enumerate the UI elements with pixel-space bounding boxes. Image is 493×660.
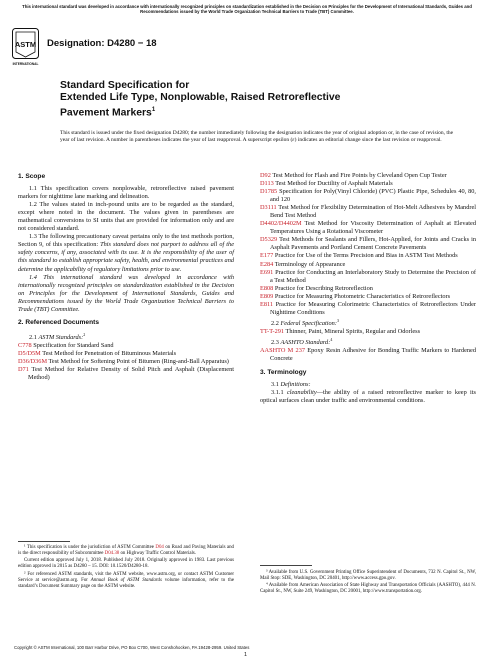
ref-item: C778 Specification for Standard Sand [18,341,114,349]
copyright-line: Copyright © ASTM International, 100 Barr Harbor Drive, PO Box C700, West Conshohocken, PA 19428-2959. United States [14,645,250,650]
ref-link-e284[interactable]: E284 [260,260,274,268]
issued-note: This standard is issued under the fixed designation D4280; the number immediately following the designation indicates the year of original adoption or, in the case of revision, the year of last revision. A number in parentheses indicates the year of last reapproval. A superscript epsilon (ε) indicates an editorial change since the last revision or reapproval. [60,130,454,143]
ref-link-e809[interactable]: E809 [260,292,274,300]
subcommittee-link-d0438[interactable]: D04.38 [104,551,120,556]
section-1-heading: 1. Scope [18,173,46,180]
ref-item: D36/D36M Test Method for Softening Point of Bitumen (Ring-and-Ball Apparatus) [18,358,229,366]
logo-subtext: INTERNATIONAL [12,62,39,66]
para-1-3 [18,233,234,273]
para-1-2: 1.2 The values stated in inch-pound units are to be regarded as the standard, except where noted in the document. The values given in parentheses are mathematical conversions to SI units that are provided for information only and are not considered standard. [18,201,234,233]
ref-item: D113 Test Method for Ductility of Asphalt Materials [260,180,393,188]
ref-link-e811[interactable]: E811 [260,300,274,308]
document-title [60,80,460,120]
page-number: 1 [244,652,248,658]
footnote-rule-right [260,565,312,566]
aashto-standard-label: AASHTO Standard: [280,339,331,347]
footnote-3: ³ Available from U.S. Government Printing Office Superintendent of Documents, 732 N. Capitol St., NW, Mail Stop: SDE, Washington, DC 20401, http://www.access.gpo.gov. [260,570,476,581]
footnotes-left [18,545,234,591]
footnote-rule-left [18,541,70,542]
ref-link-aashto-m237[interactable]: AASHTO M 237 [260,347,305,355]
title-line-3: Pavement Markers [60,107,152,119]
ref-link-e177[interactable]: E177 [260,252,274,260]
footnote-4: ⁴ Available from American Association of State Highway and Transportation Officials (AASHTO), 444 N. Capitol St., NW, Suite 249, Washington, DC 20001, http://www.transportation.org. [260,583,476,595]
ref-link-d71[interactable]: D71 [18,366,29,374]
ref-link-e808[interactable]: E808 [260,284,274,292]
ref-item: E284 Terminology of Appearance [260,260,346,268]
ref-link-tt-t-291[interactable]: TT-T-291 [260,327,285,335]
footnotes-right [260,570,476,597]
ref-item: E177 Practice for Use of the Terms Precision and Bias in ASTM Test Methods [260,252,458,260]
ref-item: D71 Test Method for Relative Density of Solid Pitch and Asphalt (Displacement Method) [18,366,234,382]
ref-item: TT-T-291 Thinner, Paint, Mineral Spirits, Regular and Odorless [260,327,421,335]
footnote-1-edition: Current edition approved July 1, 2018. Published July 2018. Originally approved in 1983. Last previous edition approved in 2015 as D4280 – 15. DOI: 10.1520/D4280-18. [18,558,234,570]
wto-notice: This international standard was developed in accordance with internationally recognized principles on standardization established in the Decision on Principles for the Development of International Standards, Guides and Recommendations issued by the World Trade Organization Technical Barriers to Trade (TBT) Committee. [22,4,472,15]
left-column [18,173,234,382]
ref-link-d36[interactable]: D36/D36M [18,358,48,366]
ref-link-d5[interactable]: D5/D5M [18,350,41,358]
logo-letters: ASTM [14,40,37,49]
ref-link-d4402[interactable]: D4402/D4402M [260,220,302,228]
ref-item: E808 Practice for Describing Retroreflection [260,284,373,292]
ref-link-d113[interactable]: D113 [260,180,274,188]
ref-link-d3111[interactable]: D3111 [260,204,277,212]
ref-item: D4402/D4402M Test Method for Viscosity Determination of Asphalt at Elevated Temperatures Using a Rotational Viscometer [260,220,476,236]
ref-item: D5329 Test Methods for Sealants and Fillers, Hot-Applied, for Joints and Cracks in Asphalt Pavements and Portland Cement Concrete Pavements [260,236,476,252]
ref-item: E809 Practice for Measuring Photometric Characteristics of Retroreflectors [260,292,451,300]
para-2-1: 2.1 ASTM Standards:$^2$ [29,331,86,341]
para-1-4: 1.4 This international standard was developed in accordance with internationally recognized principles on standardization established in the Decision on Principles for the Development of International Standards, Guides and Recommendations issued by the World Trade Organization Technical Barriers to Trade (TBT) Committee. [18,273,234,313]
astm-logo [12,28,39,68]
title-line-1: Standard Specification for [60,80,190,91]
definitions-label: Definitions: [280,381,311,389]
para-1-3-caveat: This standard does not purport to address all of the safety concerns, if any, associated with its use. It is the responsibility of the user of this standard to establish appropriate safety, health, and environmental practices and determine the applicability of regulatory limitations prior to use. [18,241,234,273]
para-3-1-1: 3.1.1 cleanability—the ability of a raised retroreflective marker to keep its optical surfaces clean under traffic and environmental conditions. [260,389,477,405]
ref-link-e691[interactable]: E691 [260,268,274,276]
ref-item: D92 Test Method for Flash and Fire Points by Cleveland Open Cup Tester [260,172,447,179]
committee-link-d04[interactable]: D04 [155,545,164,550]
ref-item: E811 Practice for Measuring Colorimetric Characteristics of Retroreflectors Under Nighttime Conditions [260,300,476,316]
ref-link-d5329[interactable]: D5329 [260,236,278,244]
footnote-2: ² For referenced ASTM standards, visit the ASTM website, www.astm.org, or contact ASTM Customer Service at service@astm.org. For Annual Book of ASTM Standards volume information, refer to the standard’s Document Summary page on the ASTM website. [18,571,235,589]
para-2-2: 2.2 Federal Specification:$^3$ [271,317,339,327]
ref-link-d1785[interactable]: D1785 [260,188,278,196]
ref-item: AASHTO M 237 Epoxy Resin Adhesive for Bonding Traffic Markers to Hardened Concrete [260,347,476,363]
ref-link-c778[interactable]: C778 [18,341,32,349]
para-1-1: 1.1 This specification covers nonplowable, retroreflective raised pavement markers for nighttime lane marking and delineation. [18,185,234,201]
designation: Designation: D4280 − 18 [47,38,157,49]
ref-link-d92[interactable]: D92 [260,172,271,179]
ref-item: D3111 Test Method for Flexibility Determination of Hot-Melt Adhesives by Mandrel Bend Test Method [260,204,476,220]
section-3-heading: 3. Terminology [260,369,307,377]
section-2-heading: 2. Referenced Documents [18,318,99,326]
title-footnote-mark: 1 [151,107,156,114]
term-cleanability: cleanability [286,389,317,397]
ref-item: E691 Practice for Conducting an Interlaboratory Study to Determine the Precision of a Test Method [260,268,476,284]
ref-item: D1785 Specification for Poly(Vinyl Chloride) (PVC) Plastic Pipe, Schedules 40, 80, and 120 [260,188,476,204]
para-3-1: 3.1 Definitions: [271,381,311,389]
ref-item: D5/D5M Test Method for Penetration of Bituminous Materials [18,350,177,358]
footnote-1: ¹ This specification is under the jurisdiction of ASTM Committee D04 on Road and Paving Materials and is the direct responsibility of Subcommittee D04.38 on Highway Traffic Control Materials. [18,545,234,556]
para-2-3: 2.3 AASHTO Standard:$^4$ [271,337,333,347]
astm-standards-label: ASTM Standards: [38,333,84,341]
title-line-2: Extended Life Type, Nonplowable, Raised Retroreflective [60,92,341,104]
federal-spec-label: Federal Specification: [280,319,337,327]
para-1-3-lead: 1.3 The following precautionary caveat pertains only to the test methods portion, Section 9, of this specification: [18,233,234,249]
right-column [260,172,476,405]
